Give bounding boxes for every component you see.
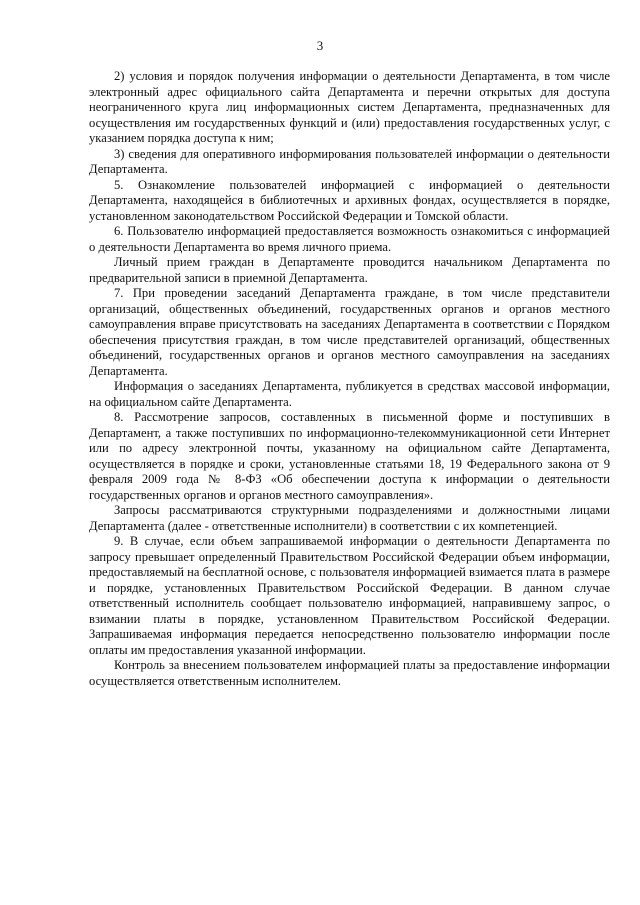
paragraph-8-request-review: 8. Рассмотрение запросов, составленных в письменной форме и поступивших в Департамент, а также поступивших по информационно-телекоммуникационной сети Интернет или по адресу электронной почты, указанному на официальном сайте Департамента, осуществляется в порядке и сроки, установленные статьями 18, 19 Федерального закона от 9 февраля 2009 года № 8-ФЗ «Об обеспечении доступа к информации о деятельности государственных органов и органов местного самоуправления». [89,410,610,502]
page-number: 3 [316,38,324,53]
paragraph-7-meeting-attendance: 7. При проведении заседаний Департамента граждане, в том числе представители организаций, общественных объединений, государственных органов и органов местного самоуправления вправе присутствовать на заседаниях Департамента в соответствии с Порядком обеспечения присутствия граждан, в том числе представителей организаций, общественных объединений, государственных органов и органов местного самоуправления на заседаниях Департамента. [89,286,610,378]
paragraph-personal-reception-schedule: Личный прием граждан в Департаменте проводится начальником Департамента по предварительной записи в приемной Департамента. [89,255,610,285]
paragraph-6-personal-reception: 6. Пользователю информацией предоставляется возможность ознакомиться с информацией о деятельности Департамента во время личного приема. [89,224,610,254]
paragraph-fee-control: Контроль за внесением пользователем информацией платы за предоставление информации осуществляется ответственным исполнителем. [89,658,610,688]
paragraph-9-fee-for-information: 9. В случае, если объем запрашиваемой информации о деятельности Департамента по запросу превышает определенный Правительством Российской Федерации объем информации, предоставляемый на бесплатной основе, с пользователя информацией взимается плата в размере и порядке, установленных Правительством Российской Федерации. В данном случае ответственный исполнитель сообщает пользователю информацией, направившему запрос, о взимании платы в порядке, установленном Правительством Российской Федерации. Запрашиваемая информация передается непосредственно пользователю информации после оплаты им предоставления указанной информации. [89,534,610,657]
paragraph-responsible-executors: Запросы рассматриваются структурными подразделениями и должностными лицами Департамента (далее - ответственные исполнители) в соответствии с их компетенцией. [89,503,610,533]
paragraph-meeting-info-publication: Информация о заседаниях Департамента, публикуется в средствах массовой информации, на официальном сайте Департамента. [89,379,610,409]
document-body [89,69,610,689]
paragraph-item-3-operational-info: 3) сведения для оперативного информирования пользователей информации о деятельности Департамента. [89,146,610,176]
paragraph-item-2-conditions: 2) условия и порядок получения информации о деятельности Департамента, в том числе электронный адрес официального сайта Департамента и перечни открытых для доступа неограниченного круга лиц информационных систем Департамента, предназначенных для осуществления им государственных функций и (или) предоставления государственных услуг, с указанием порядка доступа к ним; [89,69,610,145]
paragraph-5-library-archive-funds: 5. Ознакомление пользователей информацией с информацией о деятельности Департамента, находящейся в библиотечных и архивных фондах, осуществляется в порядке, установленном законодательством Российской Федерации и Томской области. [89,177,610,223]
